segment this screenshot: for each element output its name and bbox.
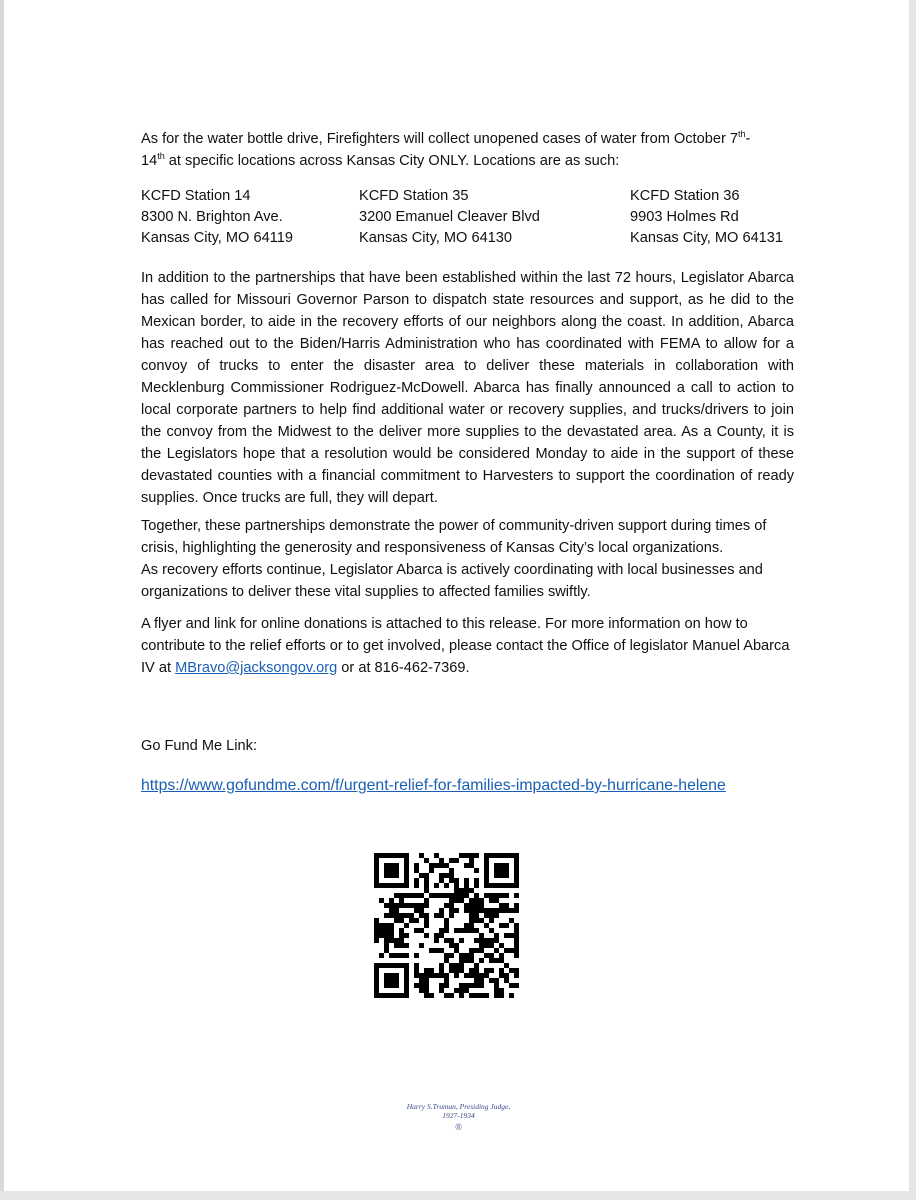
community-text: Together, these partnerships demonstrate the power of community-driven support during times of crisis, highlighting the generosity and responsiveness of Kansas City’s local organizations.	[141, 518, 767, 556]
footer-line: Harry S.Truman, Presiding Judge,	[406, 1102, 511, 1111]
station-city: Kansas City, MO 64131	[630, 230, 784, 246]
ordinal-suffix: th	[738, 129, 746, 139]
contact-paragraph	[141, 613, 794, 679]
station-city: Kansas City, MO 64130	[359, 230, 513, 246]
gofundme-label: Go Fund Me Link:	[141, 738, 257, 754]
intro-paragraph	[141, 128, 794, 172]
station-36	[630, 186, 783, 249]
footer-seal-text	[4, 1103, 913, 1132]
station-14	[141, 186, 293, 249]
ordinal-suffix: th	[157, 151, 165, 161]
partnerships-paragraph: In addition to the partnerships that have been established within the last 72 hours, Legislator Abarca has called for Missouri Governor Parson to dispatch state resources and support, as he did to the Mexican border, to aide in the recovery efforts of our neighbors along the coast. In addition, Abarca has reached out to the Biden/Harris Administration who has coordinated with FEMA to allow for a convoy of trucks to enter the disaster area to deliver these materials in collaboration with Mecklenburg Commissioner Rodriguez-McDowell. Abarca has finally announced a call to action to local corporate partners to help find additional water or recovery supplies, and trucks/drivers to join the convoy from the Midwest to the deliver more supplies to the devastated area. As a County, it is the Legislators hope that a resolution would be considered Monday to aide in the support of these devastated counties with a financial commitment to Harvesters to support the coordination of ready supplies. Once trucks are full, they will depart.	[141, 270, 794, 506]
station-address: 3200 Emanuel Cleaver Blvd	[359, 209, 540, 225]
registered-mark-icon: ®	[455, 1122, 462, 1132]
station-35	[359, 186, 540, 249]
phone-text: or at 816-462-7369.	[337, 660, 470, 676]
community-paragraph	[141, 515, 794, 603]
station-name: KCFD Station 14	[141, 188, 251, 204]
gofundme-link[interactable]: https://www.gofundme.com/f/urgent-relief-for-families-impacted-by-hurricane-helene	[141, 777, 726, 794]
email-link[interactable]: MBravo@jacksongov.org	[175, 660, 338, 676]
intro-text-2: 14	[141, 153, 158, 169]
qr-code[interactable]	[374, 853, 519, 998]
station-address: 9903 Holmes Rd	[630, 209, 739, 225]
recovery-text: As recovery efforts continue, Legislator Abarca is actively coordinating with local businesses and organizations to deliver these vital supplies to affected families swiftly.	[141, 562, 763, 600]
footer-line: 1927-1934	[442, 1110, 475, 1120]
station-name: KCFD Station 36	[630, 188, 740, 204]
station-city: Kansas City, MO 64119	[141, 230, 293, 246]
intro-text-3: at specific locations across Kansas City ONLY. Locations are as such:	[164, 153, 620, 169]
gofundme-url	[141, 775, 794, 797]
station-address: 8300 N. Brighton Ave.	[141, 209, 283, 225]
intro-dash: -	[745, 131, 751, 147]
contact-text: A flyer and link for online donations is attached to this release. For more information on how to contribute to the relief efforts or to get involved, please contact the Office of legislator Manuel Abarca IV at	[141, 616, 790, 676]
station-name: KCFD Station 35	[359, 188, 469, 204]
intro-text-1: As for the water bottle drive, Firefighters will collect unopened cases of water from October 7	[141, 131, 738, 147]
